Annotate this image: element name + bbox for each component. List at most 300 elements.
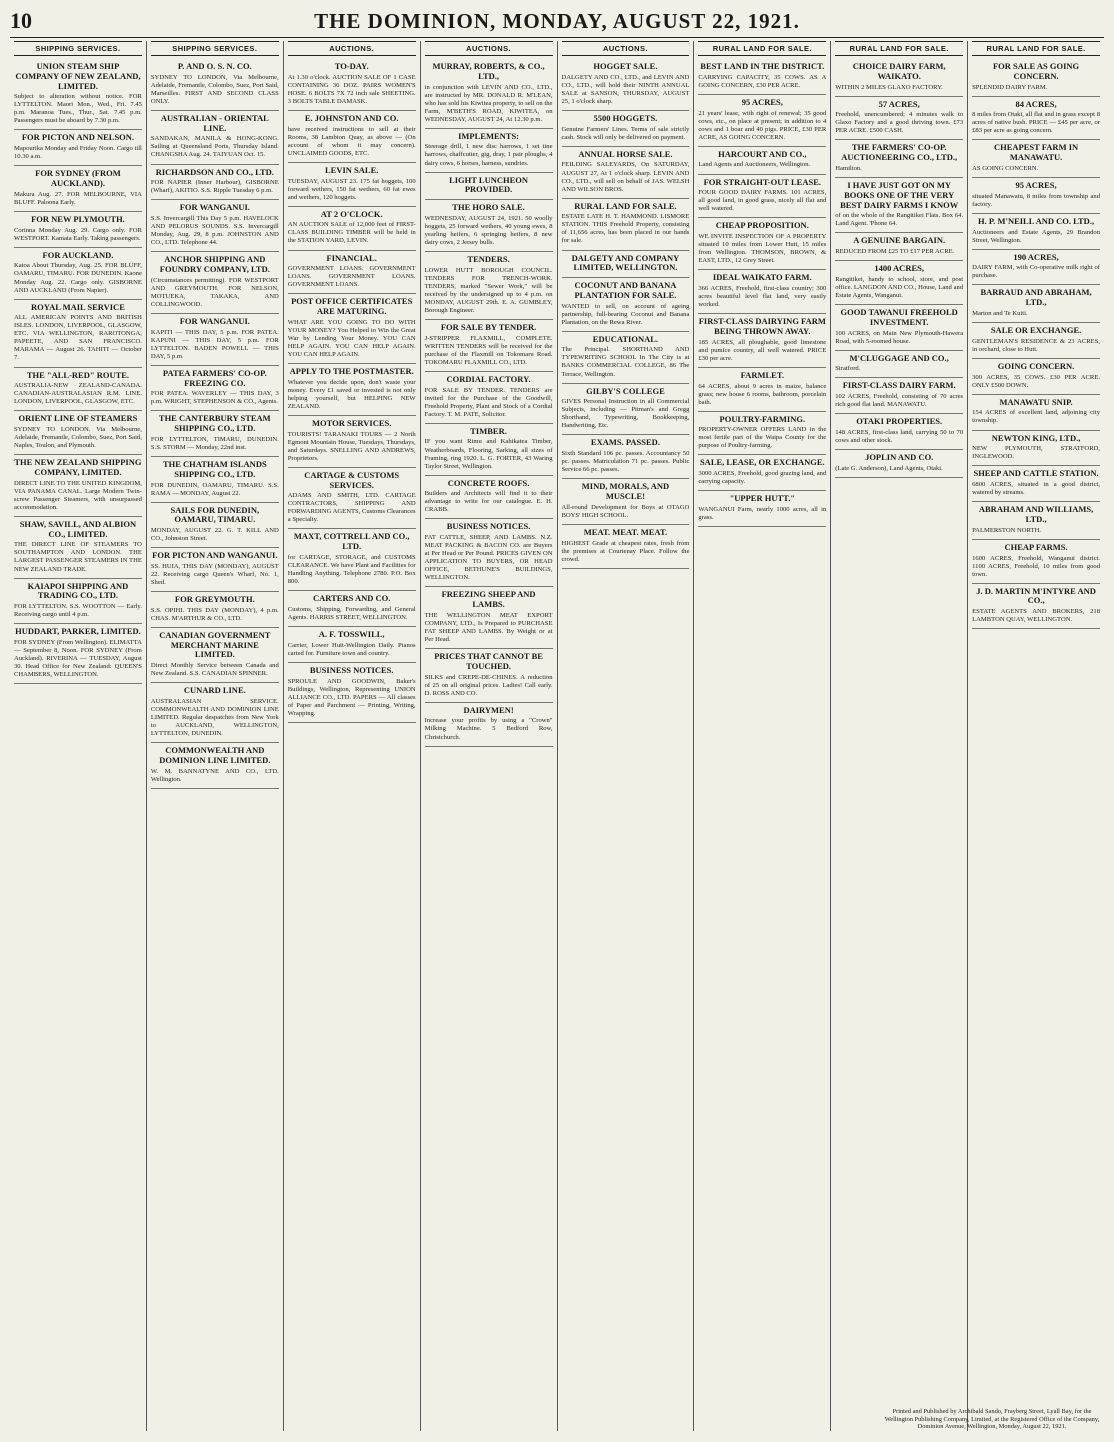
ad-body: FOUR GOOD DAIRY FARMS. 101 ACRES, all good land, in good grass, nicely all flat and well watered. (698, 189, 827, 213)
ad-heading: ORIENT LINE OF STEAMERS (18, 413, 138, 424)
ad-body: HIGHEST Grade at cheapest rates, fresh from the premises at Courtenay Place. Follow the crowd. (561, 539, 690, 563)
ad-heading: FOR PICTON AND NELSON. (21, 132, 135, 143)
newspaper-title: THE DOMINION, MONDAY, AUGUST 22, 1921. (314, 9, 800, 33)
ad-body: Mapourika Monday and Friday Noon. Cargo till 10.30 a.m. (14, 145, 142, 161)
column-heading: RURAL LAND FOR SALE. (835, 41, 963, 56)
columns-container (10, 41, 1104, 1431)
ad-heading: IDEAL WAIKATO FARM. (712, 272, 812, 283)
advertisement (562, 147, 690, 199)
ad-body: FOR LYTTELTON. S.S. WOOTTON — Early. Receiving cargo until 4 p.m. (14, 603, 142, 619)
ad-heading: KAIAPOI SHIPPING AND TRADING CO., LTD. (27, 580, 129, 601)
column-heading: SHIPPING SERVICES. (151, 41, 279, 56)
ad-heading: DALGETY AND COMPANY LIMITED, WELLINGTON. (571, 252, 680, 273)
ad-heading: CHEAPEST FARM IN MANAWATU. (993, 142, 1079, 163)
ad-body: 6800 ACRES, situated in a good district, watered by streams. (972, 481, 1100, 497)
advertisement (562, 435, 690, 479)
ad-heading: HARCOURT AND CO., (718, 148, 807, 159)
ad-body: W. M. BANNATYNE AND CO., LTD. Wellington. (150, 767, 279, 783)
column-heading: RURAL LAND FOR SALE. (698, 41, 826, 56)
ad-body: situated Manawatu, 8 miles from township and factory. (972, 192, 1100, 208)
advertisement (14, 59, 142, 130)
ad-heading: HUDDART, PARKER, LIMITED. (15, 626, 141, 637)
column-heading: AUCTIONS. (562, 41, 690, 56)
advertisement (698, 455, 826, 491)
advertisement (151, 743, 279, 789)
ad-body: The Principal. SHORTHAND AND TYPEWRITING SCHOOL In The City is at BANKS COMMERCIAL COLLEGE, 86 The Terrace, Wellington. (561, 346, 690, 378)
ad-heading: FIRST-CLASS DAIRYING FARM BEING THROWN AWAY. (698, 316, 826, 336)
ad-body: SANDAKAN, MANILA & HONG-KONG. Sailing at Queensland Ports, Thursday Island. CHANGSHA Aug. 24. TAIYUAN Oct. 15. (150, 135, 279, 159)
advertisement (14, 248, 142, 300)
ad-heading: SALE OR EXCHANGE. (990, 325, 1082, 336)
ad-body: 3000 ACRES, Freehold, good grazing land, and carrying capacity. (698, 470, 827, 486)
advertisement (288, 591, 416, 627)
ad-heading: TIMBER. (470, 425, 507, 436)
advertisement (972, 214, 1100, 250)
advertisement (288, 663, 416, 723)
ad-body: FOR PATEA. WAVERLEY — THIS DAY, 3 p.m. WRIGHT, STEPHENSON & CO., Agents. (150, 390, 279, 406)
ad-heading: SHAW, SAVILL, AND ALBION CO., LIMITED. (19, 518, 137, 539)
ad-body: Corinna Monday Aug. 29. Cargo only. FOR WESTPORT. Kamata Early. Taking passengers. (14, 226, 142, 242)
ad-heading: COMMONWEALTH AND DOMINION LINE LIMITED. (159, 745, 271, 765)
ad-body: KAPITI — THIS DAY, 5 p.m. FOR PATEA. KAPUNI — THIS DAY, 5 p.m. FOR LYTTELTON. BADEN POWELL — THIS DAY, 5 p.m. (150, 328, 279, 360)
advertisement (698, 95, 826, 147)
advertisement (835, 261, 963, 305)
ad-heading: MEAT. MEAT. MEAT. (583, 526, 668, 537)
ad-body: Katoa About Thursday, Aug. 25. FOR BLUFF, OAMARU, TIMARU. FOR DUNEDIN. Kaone Monday Aug. 22. Cargo only. GISBORNE AND AUCKLAND (From Napier). (14, 262, 142, 294)
advertisement (288, 627, 416, 663)
ad-heading: MANAWATU SNIP. (999, 396, 1073, 407)
ad-body: Makura Aug. 27. FOR MELBOURNE, VIA BLUFF. Paloona Early. (14, 190, 142, 206)
ad-heading: RICHARDSON AND CO., LTD. (155, 166, 274, 177)
ad-body: FOR LYTTELTON, TIMARU, DUNEDIN. S.S. STORM — Monday, 22nd inst. (150, 435, 279, 451)
ad-body: NEW PLYMOUTH, STRATFORD, INGLEWOOD. (972, 445, 1100, 461)
advertisement (972, 250, 1100, 286)
ad-body: LOWER HUTT BOROUGH COUNCIL. TENDERS FOR TRENCH-WORK. TENDERS, marked "Sewer Work," will be received by the undersigned up to 4 p.m. on MONDAY, AUGUST 29th. E. A. GUMBLEY, Borough Engineer. (424, 266, 553, 314)
column-7 (831, 41, 968, 1431)
advertisement (288, 529, 416, 591)
advertisement (698, 147, 826, 175)
ad-body: DAIRY FARM, with Co-operative milk right of purchase. (972, 264, 1100, 280)
ad-body: AUSTRALIA-NEW ZEALAND-CANADA. CANADIAN-AUSTRALASIAN R.M. LINE. LONDON, LIVERPOOL, GLASGOW, ETC. (14, 382, 142, 406)
ad-heading: CUNARD LINE. (183, 685, 246, 696)
ad-body: for CARTAGE, STORAGE, and CUSTOMS CLEARANCE. We have Plant and Facilities for Handling Anything. Telephone 2780. P.O. Box 800. (287, 554, 416, 586)
ad-body: 1600 ACRES, Freehold, Wanganui district. 1100 ACRES, Freehold, 10 miles from good town. (972, 554, 1100, 578)
ad-heading: THE CHATHAM ISLANDS SHIPPING CO., LTD. (162, 458, 267, 479)
advertisement (835, 378, 963, 414)
ad-heading: 190 ACRES, (1013, 251, 1059, 262)
ad-heading: PATEA FARMERS' CO-OP. FREEZING CO. (162, 367, 267, 388)
ad-body: SYDNEY TO LONDON, Via Melbourne, Adelaide, Fremantle, Colombo, Suez, Port Said, Marseilles. FIRST AND SECOND CLASS ONLY. (150, 73, 279, 105)
ad-body: FOR SALE BY TENDER. TENDERS are invited for the Purchase of the Goodwill, Freehold Property, Plant and Stock of a Cordial Factory. T. M. PATE, Solicitor. (424, 386, 553, 418)
ad-heading: BUSINESS NOTICES. (446, 521, 531, 532)
ad-body: 366 ACRES, Freehold, first-class country; 300 acres beautiful level flat land, very easily worked. (698, 285, 827, 309)
ad-body: 64 ACRES, about 9 acres in maize, balance grass; new house 6 rooms, bathroom, porcelain bath. (698, 382, 827, 406)
advertisement (151, 503, 279, 549)
ad-body: SILKS and CREPE-DE-CHINES. A reduction of 25 on all original prices. Ladies! Call early. D. ROSS AND CO. (424, 673, 553, 697)
advertisement (835, 305, 963, 351)
ad-heading: LEVIN SALE. (324, 164, 379, 175)
advertisement (425, 372, 553, 424)
ad-body: 102 ACRES, Freehold, consisting of 70 acres rich good flat land. MANAWATU. (835, 393, 964, 409)
ad-heading: FOR GREYMOUTH. (174, 594, 255, 605)
ad-body: WEDNESDAY, AUGUST 24, 1921. 50 woolly hoggets, 25 forward wethers, 40 young ewes, 8 yearling heifers, 6 springing heifers, 8 new dairy cows, 2 Jersey bulls. (424, 214, 553, 246)
ad-heading: FOR SALE AS GOING CONCERN. (992, 61, 1080, 81)
ad-body: TOURISTS! TARANAKI TOURS — 2 North Egmont Mountain House, Tuesdays, Thursdays, and Saturdays. SNELLING AND ANDREWS, Proprietors. (287, 430, 416, 462)
advertisement (425, 476, 553, 520)
ad-heading: CONCRETE ROOFS. (447, 477, 530, 488)
ad-heading: ROYAL MAIL SERVICE (31, 301, 125, 312)
advertisement (14, 166, 142, 212)
column-heading: RURAL LAND FOR SALE. (972, 41, 1100, 56)
ad-heading: FINANCIAL. (326, 252, 377, 263)
ad-heading: J. D. MARTIN M'INTYRE AND CO., (976, 585, 1096, 606)
advertisement (972, 359, 1100, 395)
ad-body: WE INVITE INSPECTION OF A PROPERTY situated 10 miles from Lower Hutt, 15 miles from Wellington. THOMSON, BROWN, & EAST, LTD., 12 Grey Street. (698, 233, 827, 265)
ad-body: in conjunction with LEVIN AND CO., LTD., are instructed by MR. DONALD R. M'LEAN, who has sold his Kiwitea property, to sell on the Farm, M'BETH'S ROAD, KIWITEA, on WEDNESDAY, AUGUST 24, At 12.30 p.m. (424, 83, 553, 123)
ad-body: have received instructions to sell at their Rooms, 38 Lambton Quay, as above — (On account of whom it may concern). UNCLAIMED GOODS, ETC. (287, 125, 416, 157)
advertisement (425, 59, 553, 129)
advertisement (562, 278, 690, 332)
column-6 (694, 41, 831, 1431)
ad-heading: MURRAY, ROBERTS, & CO., LTD., (432, 61, 545, 81)
ad-heading: AT 2 O'CLOCK. (320, 208, 383, 219)
advertisement (14, 455, 142, 517)
ad-heading: TO-DAY. (334, 61, 369, 71)
column-8 (968, 41, 1104, 1431)
advertisement (562, 332, 690, 384)
advertisement (151, 59, 279, 111)
ad-body: REDUCED FROM £25 TO £17 PER ACRE. (835, 248, 955, 256)
advertisement (151, 200, 279, 252)
ad-body: THE WELLINGTON MEAT EXPORT COMPANY, LTD., Is Prepared to PURCHASE FAT SHEEP AND LAMBS. By Weight or at Per Head. (424, 611, 553, 644)
ad-heading: FOR SYDNEY (FROM AUCKLAND). (35, 168, 121, 189)
ad-body: AN AUCTION SALE of 12,000 feet of FIRST-CLASS BUILDING TIMBER will be held in the STATION YARD, LEVIN. (287, 221, 416, 245)
advertisement (14, 300, 142, 368)
ad-body: GENTLEMAN'S RESIDENCE & 23 ACRES, in orchard, close to Hutt. (972, 337, 1100, 353)
ad-body: FOR NAPIER (Inner Harbour), GISBORNE (Wharf), AKITIO. S.S. Ripple Tuesday 6 p.m. (150, 179, 279, 195)
ad-heading: THE FARMERS' CO-OP. AUCTIONEERING CO., LTD., (841, 142, 958, 163)
ad-heading: GOOD TAWANUI FREEHOLD INVESTMENT. (840, 307, 958, 327)
ad-heading: 57 ACRES, (878, 98, 920, 109)
advertisement (288, 111, 416, 163)
advertisement (835, 178, 963, 233)
ad-body: WANTED to sell, on account of ageing partnership, full-bearing Coconut and Banana Plantation, on the Rewa River. (561, 302, 690, 326)
advertisement (151, 111, 279, 165)
ad-body: THE DIRECT LINE OF STEAMERS TO SOUTHAMPTON AND LONDON. THE LARGEST PASSENGER STEAMERS IN THE NEW ZEALAND TRADE. (14, 541, 142, 573)
ad-heading: "UPPER HUTT." (729, 493, 796, 504)
ad-heading: GOING CONCERN. (997, 360, 1075, 371)
advertisement (425, 252, 553, 320)
advertisement (698, 175, 826, 219)
ad-body: Stratford. (835, 365, 861, 373)
advertisement (288, 294, 416, 364)
ad-heading: E. JOHNSTON AND CO. (304, 112, 399, 123)
ad-body: PROPERTY-OWNER OFFERS LAND in the most fertile part of the Waipa County for the purpose of Poultry-farming. (698, 426, 827, 450)
ad-body: of on the whole of the Rangitikei Flats. Box 64. Land Agent. 'Phone 64. (835, 212, 964, 228)
ad-body: CARRYING CAPACITY, 35 COWS. AS A GOING CONCERN, £30 PER ACRE. (698, 73, 827, 89)
ad-heading: I HAVE JUST GOT ON MY BOOKS ONE OF THE VERY BEST DAIRY FARMS I KNOW (840, 179, 959, 210)
advertisement (698, 491, 826, 527)
ad-body: FEILDING SALEYARDS, On SATURDAY, AUGUST 27, At 1 o'clock sharp. LEVIN AND CO., LTD., will sell on behalf of JAS. WELSH AND WILSON BROS. (561, 161, 690, 193)
ad-heading: OTAKI PROPERTIES. (856, 416, 943, 427)
ad-body: DIRECT LINE TO THE UNITED KINGDOM, VIA PANAMA CANAL. Large Modern Twin-screw Passenger Steamers, with unsurpassed accommodation. (14, 479, 142, 511)
ad-heading: A GENUINE BARGAIN. (853, 235, 946, 246)
advertisement (835, 140, 963, 178)
ad-body: WHAT ARE YOU GOING TO DO WITH YOUR MONEY? You Helped to Win the Great War by Lending Your Money. YOU CAN HELP AGAIN. YOU CAN HELP AGAIN. YOU CAN HELP AGAIN. (287, 318, 416, 359)
advertisement (288, 416, 416, 468)
advertisement (425, 129, 553, 173)
advertisement (425, 320, 553, 372)
advertisement (972, 285, 1100, 323)
ad-heading: SALE, LEASE, OR EXCHANGE. (699, 457, 825, 468)
advertisement (562, 199, 690, 251)
advertisement (288, 163, 416, 207)
ad-heading: FOR AUCKLAND. (42, 249, 114, 260)
advertisement (425, 424, 553, 476)
ad-heading: P. AND O. S. N. CO. (177, 61, 252, 71)
ad-heading: THE NEW ZEALAND SHIPPING COMPANY, LIMITED. (14, 457, 142, 477)
advertisement (835, 233, 963, 261)
ad-body: DALGETY AND CO., LTD., and LEVIN AND CO., LTD., will hold their NINTH ANNUAL SALE at SANSON, THURSDAY, AUGUST 25, 1 o'clock sharp. (561, 73, 690, 105)
column-4 (421, 41, 558, 1431)
column-5 (558, 41, 695, 1431)
ad-heading: BUSINESS NOTICES. (309, 664, 394, 675)
ad-heading: GILBY'S COLLEGE (586, 385, 665, 396)
ad-body: WANGANUI Farm, nearly 1000 acres, all in grass. (698, 506, 827, 522)
ad-heading: 95 ACRES, (741, 96, 783, 107)
advertisement (14, 212, 142, 248)
ad-heading: DAIRYMEN! (463, 704, 514, 715)
ad-body: 21 years' lease, with right of renewal; 35 good cows, etc., on place at present; in addition to 4 cows and 1 boar and 40 pigs. PRICE, £30 PER ACRE, AS GOING CONCERN. (698, 109, 827, 141)
ad-heading: BARRAUD AND ABRAHAM, LTD., (980, 287, 1092, 308)
ad-heading: MOTOR SERVICES. (312, 417, 392, 428)
advertisement (425, 173, 553, 201)
advertisement (698, 314, 826, 368)
ad-heading: ANCHOR SHIPPING AND FOUNDRY COMPANY, LTD. (159, 254, 270, 274)
ad-body: Land Agents and Auctioneers, Wellington. (698, 161, 811, 169)
ad-heading: APPLY TO THE POSTMASTER. (289, 366, 414, 377)
column-heading: SHIPPING SERVICES. (14, 41, 142, 56)
ad-body: Hamilton. (835, 164, 862, 172)
ad-heading: HOGGET SALE. (593, 61, 658, 71)
ad-body: 185 ACRES, all ploughable, good limestone and pumice country, all well watered. PRICE £30 per acre. (698, 338, 827, 362)
advertisement (835, 414, 963, 450)
ad-body: IF you want Rimu and Kahikatea Timber, Weatherboards, Flooring, Sarking, all sizes of Framing, ring 1920. L. G. FORTER, 43 Waring Taylor Street, Wellington. (424, 438, 553, 470)
advertisement (972, 395, 1100, 431)
ad-body: All-round Development for Boys at OTAGO BOYS' HIGH SCHOOL. (561, 503, 690, 519)
advertisement (151, 592, 279, 628)
ad-body: Carrier, Lower Hutt-Wellington Daily. Pianos carted for. Furniture town and country. (287, 641, 416, 657)
advertisement (835, 59, 963, 97)
advertisement (288, 207, 416, 251)
advertisement (562, 111, 690, 147)
advertisement (972, 466, 1100, 502)
ad-heading: BEST LAND IN THE DISTRICT. (700, 61, 825, 71)
ad-heading: CHOICE DAIRY FARM, WAIKATO. (852, 61, 946, 81)
ad-heading: SHEEP AND CATTLE STATION. (973, 468, 1099, 479)
ad-heading: NEWTON KING, LTD., (991, 432, 1081, 443)
ad-body: FOR SYDNEY (From Wellington). ELIMATTA — September 8, Noon. FOR SYDNEY (From Auckland). RIVERINA — TUESDAY, August 30. Head Office for New Zealand: QUEEN'S CHAMBERS, WELLINGTON. (14, 638, 142, 679)
ad-body: 300 ACRES, 35 COWS. £30 PER ACRE. ONLY £500 DOWN. (972, 373, 1100, 389)
advertisement (562, 384, 690, 436)
ad-heading: MIND, MORALS, AND MUSCLE! (581, 481, 670, 502)
ad-heading: ABRAHAM AND WILLIAMS, LTD., (978, 504, 1094, 524)
advertisement (151, 457, 279, 503)
advertisement (14, 130, 142, 166)
ad-heading: 1400 ACRES, (874, 263, 924, 274)
advertisement (425, 200, 553, 252)
ad-body: 100 ACRES, on Main New Plymouth-Hawera Road, with 5-roomed house. (835, 329, 964, 345)
ad-body: Builders and Architects will find it to their advantage to write for our catalogue. E. H. CRABB. (424, 490, 553, 514)
advertisement (972, 59, 1100, 97)
ad-body: ADAMS AND SMITH, LTD. CARTAGE CONTRACTORS, SHIPPING AND FORWARDING AGENTS, Customs Clearances a Specialty. (287, 492, 416, 524)
ad-heading: CARTERS AND CO. (312, 593, 391, 604)
advertisement (835, 97, 963, 141)
advertisement (698, 59, 826, 95)
advertisement (425, 587, 553, 649)
ad-body: Genuine Farmers' Lines. Terms of sale strictly cash. Stock will only be delivered on payment. (561, 125, 690, 141)
column-2 (147, 41, 284, 1431)
ad-body: At 1.30 o'clock. AUCTION SALE OF 1 CASE CONTAINING 36 DOZ. PAIRS WOMEN'S HOSE. 6 BOLTS 7X 72 inch sale SHEETING. 3 BOLTS TABLE DAMASK. (287, 73, 416, 105)
ad-body: Auctioneers and Estate Agents, 29 Brandon Street, Wellington. (972, 228, 1100, 244)
ad-body: Subject to alteration without notice. FOR LYTTELTON. Maori Mon., Wed., Fri. 7.45 p.m. Maranoa Tues., Thur., Sat. 7.45 p.m. Passengers must be aboard by 7.30 p.m. (14, 93, 142, 125)
ad-body: ESTATE AGENTS AND BROKERS, 218 LAMBTON QUAY, WELLINGTON. (972, 608, 1100, 624)
advertisement (151, 252, 279, 314)
ad-heading: FARMLET. (740, 369, 784, 380)
advertisement (562, 525, 690, 569)
ad-body: TUESDAY, AUGUST 23. 175 fat hoggets, 100 forward wethers, 150 fat wethers, 60 fat ewes and wethers, 120 hoggets. (287, 177, 416, 201)
ad-body: S.S. Invercargill This Day 5 p.m. HAVELOCK AND PELORUS SOUNDS. S.S. Invercargill Monday, Aug. 29, 8 p.m. JOHNSTON AND CO., LTD. Telephone 44. (150, 215, 279, 247)
advertisement (972, 431, 1100, 467)
ad-body: Steerage drill, 1 new disc harrows, 1 set tine harrows, chaffcutter, gig, dray, 1 pair ploughs, 4 dairy cows, 6 horses, harness, sundries. (424, 143, 553, 167)
advertisement (151, 366, 279, 412)
ad-heading: SAILS FOR DUNEDIN, OAMARU, TIMARU. (170, 504, 260, 525)
column-1 (10, 41, 147, 1431)
ad-body: Sixth Standard 106 pc. passes. Accountancy 50 pc. passes. Matriculation 71 pc. passes. Public Service 66 pc. passes. (561, 450, 690, 474)
advertisement (698, 270, 826, 314)
ad-heading: IMPLEMENTS: (458, 130, 520, 141)
advertisement (835, 351, 963, 379)
ad-heading: CANADIAN GOVERNMENT MERCHANT MARINE LIMITED. (159, 629, 271, 660)
advertisement (698, 412, 826, 456)
ad-body: WITHIN 2 MILES GLAXO FACTORY. (835, 83, 943, 91)
ad-heading: EXAMS. PASSED. (590, 437, 660, 448)
ad-heading: TENDERS. (467, 253, 510, 264)
ad-heading: AUSTRALIAN - ORIENTAL LINE. (160, 112, 269, 133)
advertisement (562, 59, 690, 111)
ad-body: Freehold, unencumbered; 4 minutes walk to Glaxo Factory and a good thriving town. £73 PER ACRE. £500 CASH. (835, 111, 964, 135)
ad-heading: 95 ACRES, (1015, 179, 1057, 190)
ad-heading: THE HORO SALE. (452, 202, 525, 213)
page-number: 10 (10, 8, 32, 33)
ad-body: Rangitikei, handy to school, store, and post office. LANGDON AND CO., House, Land and Estate Agents, Wanganui. (835, 275, 964, 299)
ad-body: SPROULE AND GOODWIN, Baker's Buildings, Wellington, Representing UNION ALLIANCE CO., LTD. PAPERS — All classes of Paper and Parchment — Printing, Writing, Wrapping. (287, 677, 416, 717)
ad-heading: A. F. TOSSWILL, (318, 628, 385, 639)
ad-body: 154 ACRES of excellent land, adjoining city township. (972, 409, 1100, 425)
advertisement (972, 140, 1100, 178)
advertisement (288, 59, 416, 111)
ad-body: GOVERNMENT LOANS. GOVERNMENT LOANS. GOVERNMENT LOANS. GOVERNMENT LOANS. (287, 265, 416, 289)
ad-heading: RURAL LAND FOR SALE. (574, 200, 677, 211)
ad-body: Marton and Te Kuiti. (972, 310, 1028, 317)
advertisement (425, 649, 553, 703)
ad-body: AS GOING CONCERN. (972, 164, 1039, 172)
ad-heading: H. P. M'NEILL AND CO. LTD., (978, 215, 1095, 226)
ad-body: FAT CATTLE, SHEEP, AND LAMBS. N.Z. MEAT PACKING & BACON CO. are Buyers at Per Head or Per Pound. PRICES GIVEN ON APPLICATION TO BUYERS, OR HEAD OFFICE, BETHUNE'S BUILDINGS, WELLINGTON. (424, 534, 553, 582)
ad-heading: PRICES THAT CANNOT BE TOUCHED. (434, 651, 543, 671)
ad-heading: CARTAGE & CUSTOMS SERVICES. (304, 469, 400, 490)
advertisement (151, 683, 279, 743)
ad-body: Whatever you decide upon, don't waste your money. Every £1 saved or invested is not only helping yourself, but HELPING NEW ZEALAND. (287, 378, 416, 410)
advertisement (14, 624, 142, 684)
ad-heading: FOR STRAIGHT-OUT LEASE. (703, 176, 821, 187)
advertisement (14, 411, 142, 455)
column-heading: AUCTIONS. (288, 41, 416, 56)
advertisement (151, 548, 279, 592)
ad-body: PALMERSTON NORTH. (972, 526, 1041, 534)
publisher-imprint: Printed and Published by Archibald Sando, Frayberg Street, Lyall Bay, for the Wellington Publishing Company, Limited, at the Registered Office of the Company, Dominion Avenue, Wellington, Monday, August 22, 1921. (884, 1408, 1100, 1431)
ad-body: GIVES Personal Instruction in all Commercial Subjects, including — Pitman's and Gregg Shorthand, Typewriting, Bookkeeping, Handwriting, Etc. (561, 398, 690, 430)
ad-body: Direct Monthly Service between Canada and New Zealand. S.S. CANADIAN SPINNER. (150, 662, 279, 678)
ad-body: ALL AMERICAN POINTS AND BRITISH ISLES. LONDON, LIVERPOOL, GLASGOW, ETC. VIA WELLINGTON, RAROTONGA, PAPEETE, AND SAN FRANCISCO. MARAMA — August 26. TAHITI — October 7. (14, 314, 142, 362)
ad-body: Customs, Shipping, Forwarding, and General Agents. HARRIS STREET, WELLINGTON. (287, 605, 416, 621)
ad-body: (Late G. Anderson), Land Agents, Otaki. (835, 464, 943, 472)
advertisement (835, 450, 963, 478)
advertisement (14, 517, 142, 579)
column-heading: AUCTIONS. (425, 41, 553, 56)
column-3 (284, 41, 421, 1431)
ad-heading: POULTRY-FARMING. (719, 413, 806, 424)
ad-heading: FIRST-CLASS DAIRY FARM. (842, 380, 956, 391)
advertisement (972, 323, 1100, 359)
ad-heading: THE CANTERBURY STEAM SHIPPING CO., LTD. (158, 413, 271, 434)
ad-body: 8 miles from Otaki, all flat and in grass except 8 acres of native bush. PRICE — £45 per acre, or £83 per acre as going concern. (972, 111, 1100, 135)
advertisement (972, 502, 1100, 540)
ad-body: SYDNEY TO LONDON. Via Melbourne, Adelaide, Fremantle, Colombo, Suez, Port Said, Naples, Toulon, and Plymouth. (14, 426, 142, 450)
ad-heading: M'CLUGGAGE AND CO., (849, 352, 949, 363)
advertisement (972, 540, 1100, 584)
ad-heading: UNION STEAM SHIP COMPANY OF NEW ZEALAND, LIMITED. (15, 61, 141, 91)
ad-heading: CHEAP PROPOSITION. (715, 220, 809, 231)
ad-heading: CORDIAL FACTORY. (446, 373, 531, 384)
advertisement (698, 218, 826, 270)
advertisement (972, 178, 1100, 214)
ad-heading: CHEAP FARMS. (1004, 541, 1068, 552)
ad-heading: 84 ACRES, (1015, 98, 1057, 109)
ad-heading: FOR NEW PLYMOUTH. (31, 213, 125, 224)
masthead (10, 8, 1104, 38)
ad-heading: ANNUAL HORSE SALE. (578, 148, 673, 159)
ad-heading: COCONUT AND BANANA PLANTATION FOR SALE. (574, 280, 677, 300)
ad-heading: EDUCATIONAL. (592, 333, 659, 344)
ad-body: SPLENDID DAIRY FARM. (972, 83, 1048, 91)
ad-heading: MAXT, COTTRELL AND CO., LTD. (293, 531, 410, 552)
advertisement (288, 364, 416, 416)
ad-heading: POST OFFICE CERTIFICATES ARE MATURING. (291, 296, 413, 317)
advertisement (151, 314, 279, 366)
advertisement (425, 703, 553, 747)
advertisement (972, 97, 1100, 141)
ad-body: FOR DUNEDIN, OAMARU, TIMARU. S.S. RAMA — MONDAY, August 22. (150, 481, 279, 497)
advertisement (288, 251, 416, 295)
advertisement (562, 479, 690, 525)
advertisement (425, 519, 553, 587)
advertisement (14, 579, 142, 625)
ad-heading: 5500 HOGGETS. (593, 112, 658, 123)
ad-heading: FOR PICTON AND WANGANUI. (152, 550, 278, 561)
ad-heading: THE "ALL-RED" ROUTE. (26, 369, 130, 380)
advertisement (151, 628, 279, 683)
